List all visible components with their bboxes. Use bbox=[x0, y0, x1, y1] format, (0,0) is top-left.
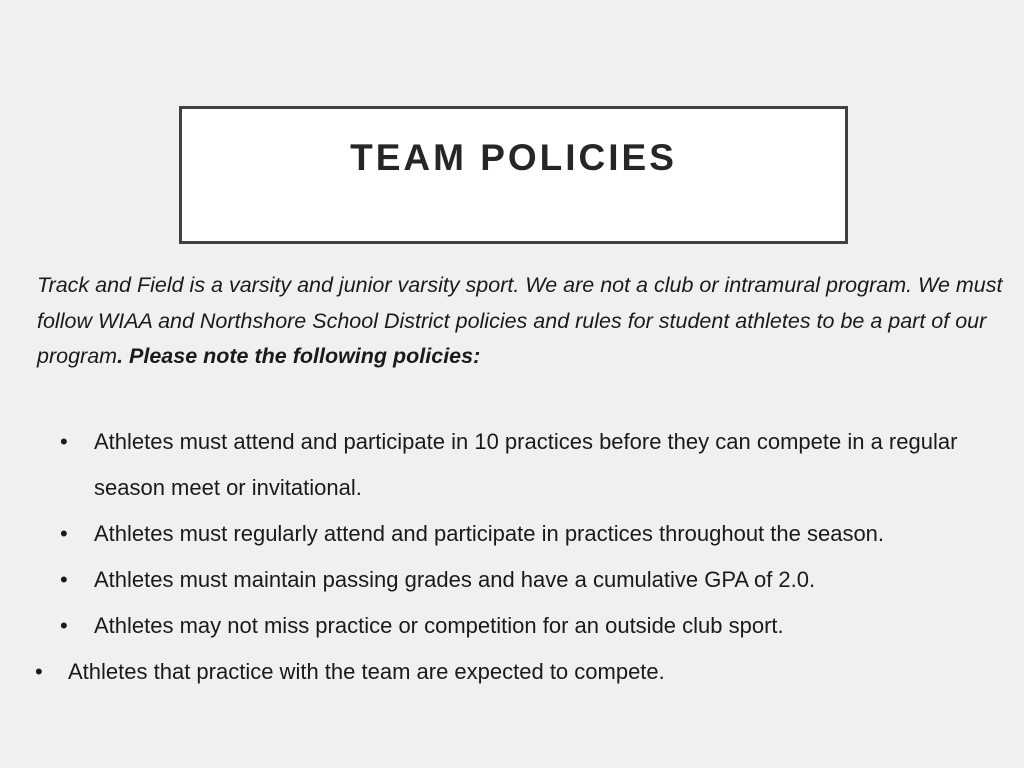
policy-list bbox=[0, 419, 1024, 695]
policy-text: Athletes that practice with the team are expected to compete. bbox=[68, 659, 665, 684]
bullet-icon: • bbox=[60, 613, 68, 638]
list-item bbox=[0, 511, 1024, 557]
list-item bbox=[0, 557, 1024, 603]
intro-emphasis: Please note the following policies: bbox=[123, 344, 481, 368]
policy-text: Athletes must regularly attend and participate in practices throughout the season. bbox=[94, 521, 885, 546]
title-box bbox=[179, 106, 848, 244]
intro-paragraph bbox=[37, 268, 1012, 375]
policy-text: Athletes may not miss practice or competition for an outside club sport. bbox=[94, 613, 784, 638]
intro-text: Track and Field is a varsity and junior varsity sport. We are not a club or intramural program. We must follow WIAA and Northshore School District policies and rules for student athletes to be a part of our program bbox=[37, 273, 1003, 368]
list-item bbox=[0, 649, 1024, 695]
list-item bbox=[0, 603, 1024, 649]
bullet-icon: • bbox=[35, 659, 43, 684]
bullet-icon: • bbox=[60, 429, 68, 454]
policy-text: Athletes must attend and participate in 10 practices before they can compete in a regular season meet or invitational. bbox=[94, 429, 958, 500]
bullet-icon: • bbox=[60, 567, 68, 592]
policy-text: Athletes must maintain passing grades and have a cumulative GPA of 2.0. bbox=[94, 567, 816, 592]
bullet-icon: • bbox=[60, 521, 68, 546]
intro-period: . bbox=[117, 344, 124, 368]
slide-title: TEAM POLICIES bbox=[350, 137, 677, 178]
list-item bbox=[0, 419, 1024, 511]
